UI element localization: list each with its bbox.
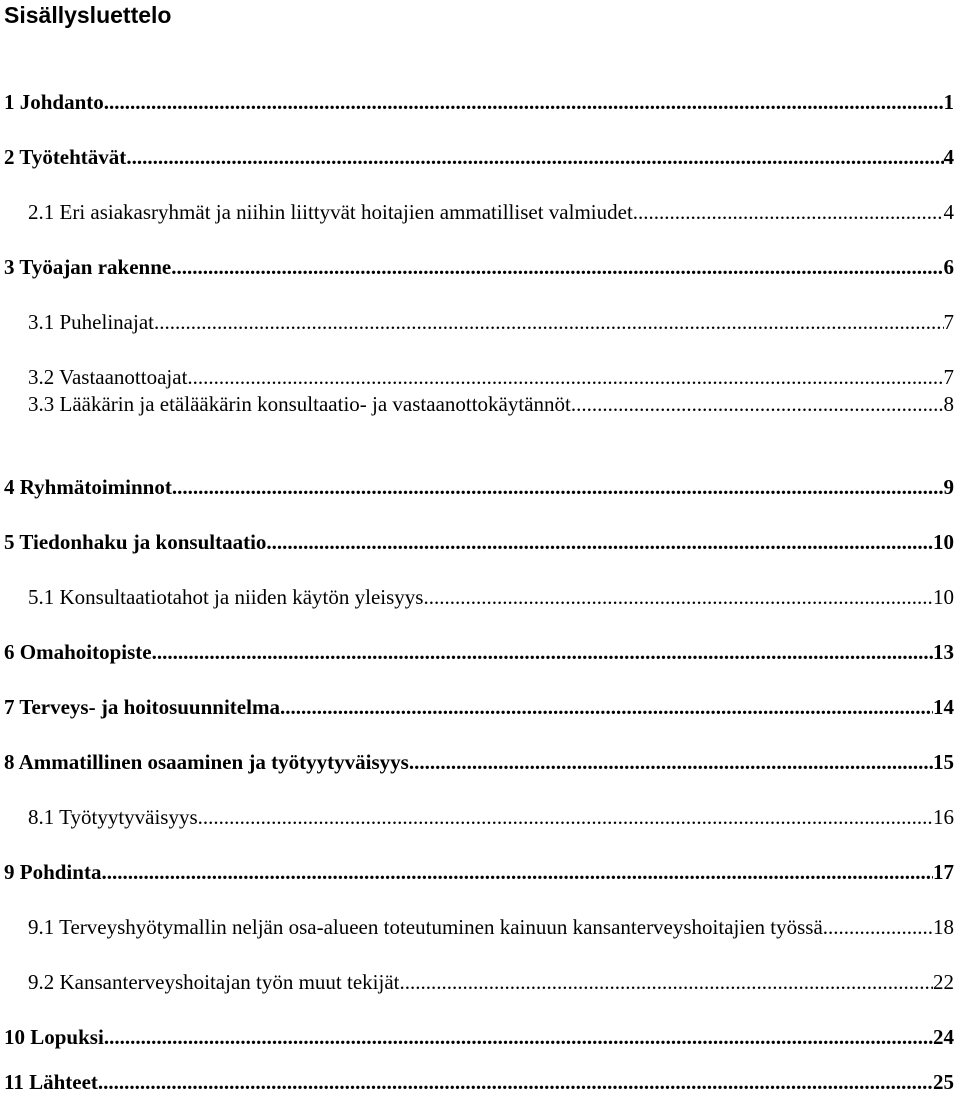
toc-entry-label: 5.1 Konsultaatiotahot ja niiden käytön yleisyys bbox=[28, 585, 424, 609]
toc-entry-label: 7 Terveys- ja hoitosuunnitelma bbox=[4, 695, 280, 719]
toc-entry-page: 25 bbox=[933, 1070, 954, 1094]
toc-entry-label: 10 Lopuksi bbox=[4, 1025, 104, 1049]
toc-entry-ammatillinen-osaaminen[interactable] bbox=[4, 749, 954, 775]
toc-entry-page: 18 bbox=[933, 915, 954, 939]
dot-leader bbox=[409, 749, 933, 775]
toc-entry-page: 4 bbox=[943, 145, 954, 169]
toc-entry-label: 3 Työajan rakenne bbox=[4, 255, 172, 279]
toc-entry-label: 8 Ammatillinen osaaminen ja työtyytyväisyys bbox=[4, 750, 409, 774]
dot-leader bbox=[198, 804, 933, 830]
toc-entry-tyotehtavat[interactable] bbox=[4, 144, 954, 170]
toc-entry-page: 9 bbox=[943, 475, 954, 499]
dot-leader bbox=[126, 144, 943, 170]
toc-entry-page: 22 bbox=[933, 970, 954, 994]
toc-entry-tiedonhaku[interactable] bbox=[4, 529, 954, 555]
toc-entry-page: 8 bbox=[943, 392, 954, 416]
toc-entry-label: 9.2 Kansanterveyshoitajan työn muut tekijät bbox=[28, 970, 400, 994]
toc-entry-terveys-hoitosuunnitelma[interactable] bbox=[4, 694, 954, 720]
toc-entry-page: 7 bbox=[943, 310, 954, 334]
toc-entry-page: 10 bbox=[933, 530, 954, 554]
dot-leader bbox=[154, 309, 944, 335]
dot-leader bbox=[172, 474, 944, 500]
toc-entry-page: 24 bbox=[933, 1025, 954, 1049]
dot-leader bbox=[104, 1024, 933, 1050]
toc-entry-label: 2 Työtehtävät bbox=[4, 145, 127, 169]
toc-entry-label: 3.1 Puhelinajat bbox=[28, 310, 154, 334]
dot-leader bbox=[171, 254, 943, 280]
dot-leader bbox=[266, 529, 933, 555]
toc-entry-page: 13 bbox=[933, 640, 954, 664]
toc-entry-konsultaatiotahot[interactable] bbox=[28, 584, 954, 610]
toc-entry-page: 16 bbox=[933, 805, 954, 829]
toc-entry-label: 3.2 Vastaanottoajat bbox=[28, 365, 188, 389]
dot-leader bbox=[400, 969, 934, 995]
dot-leader bbox=[423, 584, 933, 610]
toc-entry-lahteet[interactable] bbox=[4, 1069, 954, 1095]
dot-leader bbox=[101, 859, 933, 885]
toc-entry-omahoitopiste[interactable] bbox=[4, 639, 954, 665]
toc-entry-page: 10 bbox=[933, 585, 954, 609]
toc-entry-page: 15 bbox=[933, 750, 954, 774]
dot-leader bbox=[187, 364, 943, 390]
toc-entry-label: 9.1 Terveyshyötymallin neljän osa-alueen toteutuminen kainuun kansanterveyshoitajien työssä bbox=[28, 915, 823, 939]
toc-entry-lopuksi[interactable] bbox=[4, 1024, 954, 1050]
toc-entry-muut-tekijat[interactable] bbox=[28, 969, 954, 995]
dot-leader bbox=[104, 89, 944, 115]
dot-leader bbox=[152, 639, 933, 665]
toc-entry-label: 1 Johdanto bbox=[4, 90, 104, 114]
toc-entry-label: 4 Ryhmätoiminnot bbox=[4, 475, 172, 499]
toc-entry-johdanto[interactable] bbox=[4, 89, 954, 115]
toc-entry-laakarin-konsultaatio[interactable] bbox=[28, 391, 954, 417]
dot-leader bbox=[280, 694, 933, 720]
toc-entry-tyotyytyvaisyys[interactable] bbox=[28, 804, 954, 830]
page-title: Sisällysluettelo bbox=[4, 2, 172, 28]
toc-entry-ryhmatoiminnot[interactable] bbox=[4, 474, 954, 500]
toc-entry-vastaanottoajat[interactable] bbox=[28, 364, 954, 390]
toc-entry-tyoajan-rakenne[interactable] bbox=[4, 254, 954, 280]
dot-leader bbox=[633, 199, 944, 225]
toc-entry-asiakasryhmat[interactable] bbox=[28, 199, 954, 225]
dot-leader bbox=[571, 391, 944, 417]
toc-entry-label: 5 Tiedonhaku ja konsultaatio bbox=[4, 530, 267, 554]
toc-entry-page: 7 bbox=[943, 365, 954, 389]
toc-entry-terveyshyotymalli[interactable] bbox=[28, 914, 954, 940]
dot-leader bbox=[98, 1069, 933, 1095]
toc-entry-label: 11 Lähteet bbox=[4, 1070, 98, 1094]
toc-entry-pohdinta[interactable] bbox=[4, 859, 954, 885]
dot-leader bbox=[823, 914, 933, 940]
toc-entry-page: 6 bbox=[943, 255, 954, 279]
toc-entry-page: 14 bbox=[933, 695, 954, 719]
toc-entry-page: 1 bbox=[943, 90, 954, 114]
toc-entry-page: 4 bbox=[943, 200, 954, 224]
toc-entry-label: 3.3 Lääkärin ja etälääkärin konsultaatio- ja vastaanottokäytännöt bbox=[28, 392, 571, 416]
toc-entry-puhelinajat[interactable] bbox=[28, 309, 954, 335]
toc-entry-label: 8.1 Työtyytyväisyys bbox=[28, 805, 198, 829]
toc-entry-label: 2.1 Eri asiakasryhmät ja niihin liittyvät hoitajien ammatilliset valmiudet bbox=[28, 200, 633, 224]
toc-entry-label: 6 Omahoitopiste bbox=[4, 640, 152, 664]
toc-entry-label: 9 Pohdinta bbox=[4, 860, 102, 884]
toc-entry-page: 17 bbox=[933, 860, 954, 884]
